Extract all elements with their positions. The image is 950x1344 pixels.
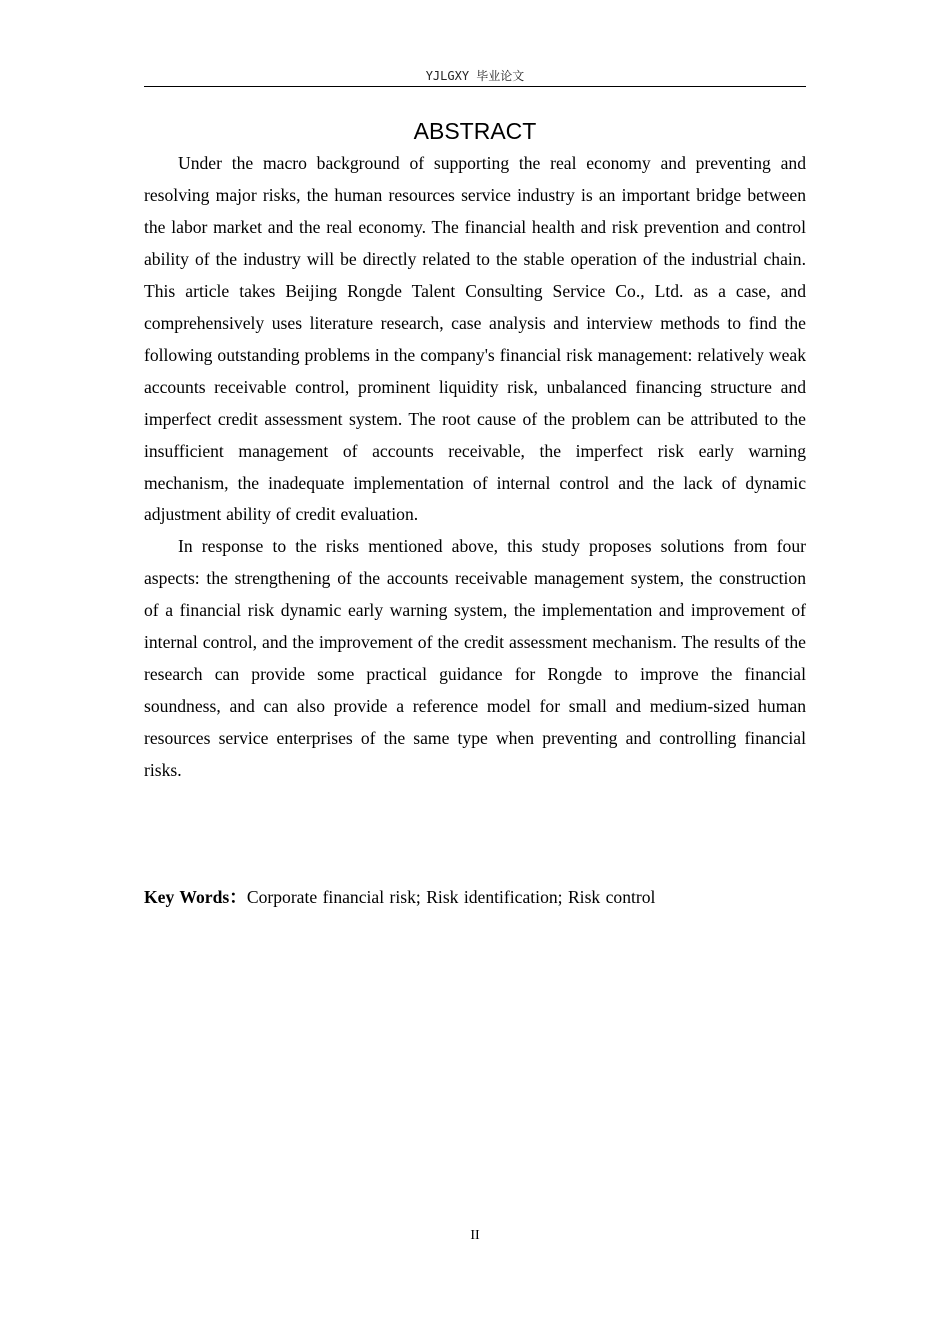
- abstract-title: ABSTRACT: [413, 118, 537, 144]
- keywords-label: Key Words：: [144, 887, 247, 907]
- abstract-paragraph-2: In response to the risks mentioned above, this study proposes solutions from four aspects: the strengthening of the accounts receivable management system, the construction of a financial risk dynamic early warning system, the implementation and improvement of internal control, and the improvement of the credit assessment mechanism. The results of the research can provide some practical guidance for Rongde to improve the financial soundness, and can also provide a reference model for small and medium-sized human resources service enterprises of the same type when preventing and controlling financial risks.: [144, 536, 806, 781]
- header-text: YJLGXY 毕业论文: [425, 69, 525, 83]
- abstract-paragraph-1: Under the macro background of supporting the real economy and preventing and resolving major risks, the human resources service industry is an important bridge between the labor market and the real economy. The financial health and risk prevention and control ability of the industry will be directly related to the stable operation of the industrial chain. This article takes Beijing Rongde Talent Consulting Service Co., Ltd. as a case, and comprehensively uses literature research, case analysis and interview methods to find the following outstanding problems in the company's financial risk management: relatively weak accounts receivable control, prominent liquidity risk, unbalanced financing structure and imperfect credit assessment system. The root cause of the problem can be attributed to the insufficient management of accounts receivable, the imperfect risk early warning mechanism, the inadequate implementation of internal control and the lack of dynamic adjustment ability of credit evaluation.: [144, 153, 806, 525]
- page-header: [144, 66, 806, 87]
- keywords-text: Corporate financial risk; Risk identification; Risk control: [246, 887, 656, 907]
- page-number: II: [470, 1228, 480, 1243]
- keywords-line: [144, 882, 806, 913]
- abstract-body: [144, 148, 806, 787]
